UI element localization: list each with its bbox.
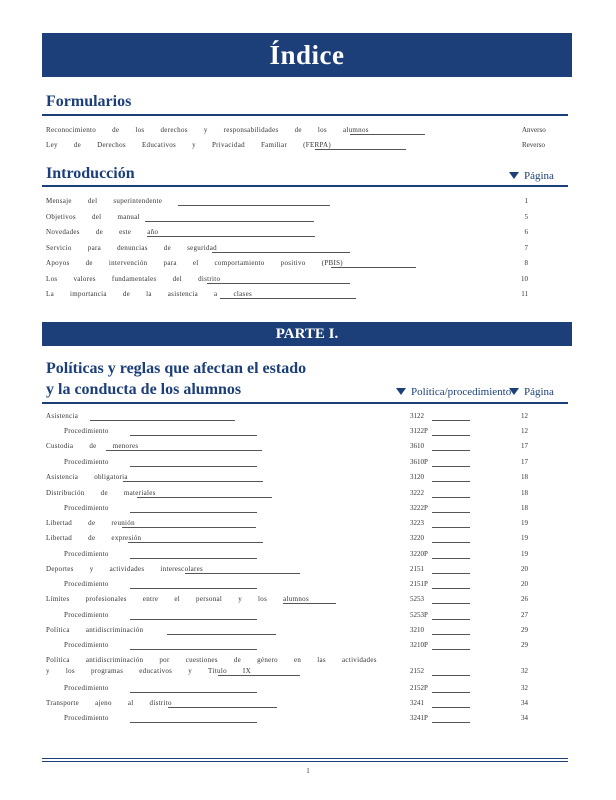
leader-line (218, 675, 300, 676)
leader-line (185, 573, 300, 574)
page-number-entry: 29 (521, 641, 528, 649)
code-leader-line (432, 634, 470, 635)
entry-label: Libertad de reunión (46, 519, 135, 527)
leader-line (167, 634, 276, 635)
policy-code: 3220 (410, 534, 424, 542)
policy-code: 2151P (410, 580, 428, 588)
page-number-entry: 20 (521, 580, 528, 588)
code-leader-line (432, 588, 470, 589)
page-number-entry: 26 (521, 595, 528, 603)
code-leader-line (432, 558, 470, 559)
code-leader-line (432, 542, 470, 543)
policy-code: 2152 (410, 667, 424, 675)
page-number-entry: 19 (521, 534, 528, 542)
policy-code: 3220P (410, 550, 428, 558)
toc-row (0, 257, 616, 269)
entry-label: Objetivos del manual (46, 212, 140, 221)
page-number-entry: 19 (521, 519, 528, 527)
policy-code: 3241 (410, 699, 424, 707)
entry-label: Apoyos de intervención para el comportamiento positivo (PBIS) (46, 259, 343, 267)
procedure-label: Procedimiento (64, 580, 109, 588)
page-number-entry: 27 (521, 611, 528, 619)
policy-code: 3223 (410, 519, 424, 527)
page-number-entry: 18 (521, 473, 528, 481)
toc-row (0, 471, 616, 483)
section-heading-line2: y la conducta de los alumnos (46, 381, 242, 398)
leader-line (122, 527, 256, 528)
code-leader-line (432, 527, 470, 528)
leader-line (178, 205, 330, 206)
policy-code: 2152P (410, 684, 428, 692)
entry-label: Custodia de menores (46, 442, 139, 450)
page-column-header (509, 169, 554, 183)
page-column-label: Página (524, 170, 554, 182)
leader-line (130, 722, 257, 723)
toc-row (0, 288, 616, 300)
triangle-down-icon (396, 388, 406, 395)
entry-label: Asistencia (46, 412, 79, 420)
toc-row (0, 502, 616, 514)
toc-row (0, 456, 616, 468)
page-number-entry: 6 (524, 228, 528, 236)
page-number-entry: 12 (521, 412, 528, 420)
toc-row (0, 226, 616, 238)
toc-row (0, 139, 616, 151)
leader-line (130, 558, 257, 559)
toc-row (0, 517, 616, 529)
entry-label: Política antidiscriminación (46, 626, 144, 634)
leader-line (137, 497, 272, 498)
page-number-entry: 12 (521, 427, 528, 435)
toc-row (0, 425, 616, 437)
page-number-entry: 7 (524, 243, 528, 252)
code-leader-line (432, 435, 470, 436)
footer-rule (42, 761, 568, 762)
toc-row (0, 682, 616, 694)
toc-row (0, 654, 616, 678)
leader-line (283, 603, 336, 604)
policy-code: 3222P (410, 504, 428, 512)
entry-label-line2: y los programas educativos y Título IX (46, 667, 251, 675)
code-leader-line (432, 573, 470, 574)
code-leader-line (432, 675, 470, 676)
policy-code: 3210P (410, 641, 428, 649)
page-number-entry: 32 (521, 684, 528, 692)
entry-label: Distribución de materiales (46, 489, 156, 497)
entry-label: Novedades de este año (46, 228, 159, 236)
entry-label: Asistencia obligatoria (46, 473, 128, 481)
leader-line (145, 221, 314, 222)
policy-code: 5253P (410, 611, 428, 619)
page-number-entry: 18 (521, 489, 528, 497)
page-number-entry: 17 (521, 442, 528, 450)
leader-line (220, 298, 356, 299)
entry-label: Mensaje del superintendente (46, 197, 163, 205)
policy-code: 3210 (410, 626, 424, 634)
leader-line (106, 450, 262, 451)
leader-line (128, 542, 263, 543)
page-number-entry: 34 (521, 699, 528, 707)
leader-line (147, 236, 315, 237)
leader-line (130, 619, 257, 620)
toc-row (0, 487, 616, 499)
policy-code: 3120 (410, 473, 424, 481)
leader-line (331, 267, 416, 268)
entry-label: La importancia de la asistencia a clases (46, 290, 253, 298)
toc-row (0, 548, 616, 560)
policy-code: 3241P (410, 714, 428, 722)
triangle-down-icon (509, 388, 519, 395)
procedure-label: Procedimiento (64, 641, 109, 649)
code-leader-line (432, 707, 470, 708)
toc-row (0, 609, 616, 621)
leader-line (350, 134, 425, 135)
code-leader-line (432, 649, 470, 650)
policy-code: 3122 (410, 412, 424, 420)
page-number-entry: 34 (521, 714, 528, 722)
page-number-entry: Anverso (522, 126, 546, 134)
toc-row (0, 211, 616, 223)
procedure-label: Procedimiento (64, 504, 109, 512)
policy-code: 3122P (410, 427, 428, 435)
page-number-entry: 1 (524, 197, 528, 205)
leader-line (130, 649, 257, 650)
leader-line (207, 283, 350, 284)
code-leader-line (432, 692, 470, 693)
section-rule (42, 114, 568, 116)
toc-row (0, 124, 616, 136)
procedure-label: Procedimiento (64, 458, 109, 466)
leader-line (212, 252, 350, 253)
entry-label: Deportes y actividades interescolares (46, 565, 204, 573)
procedure-label: Procedimiento (64, 427, 109, 435)
page-column-label: Página (524, 386, 554, 398)
code-leader-line (432, 450, 470, 451)
page-number-entry: 32 (521, 667, 528, 675)
policy-code: 2151 (410, 565, 424, 573)
code-leader-line (432, 619, 470, 620)
toc-row (0, 712, 616, 724)
triangle-down-icon (509, 172, 519, 179)
leader-line (123, 481, 263, 482)
entry-label: Servicio para denuncias de seguridad (46, 243, 217, 252)
entry-label: Reconocimiento de los derechos y responsabilidades de los alumnos (46, 126, 369, 134)
page-number-entry: 8 (524, 259, 528, 267)
page-number: 1 (306, 767, 310, 775)
toc-row (0, 410, 616, 422)
code-leader-line (432, 481, 470, 482)
toc-row (0, 624, 616, 636)
toc-row (0, 532, 616, 544)
part-banner: PARTE I. (42, 322, 572, 346)
procedure-label: Procedimiento (64, 611, 109, 619)
procedure-label: Procedimiento (64, 714, 109, 722)
page-number-entry: 10 (521, 274, 528, 283)
toc-row (0, 639, 616, 651)
toc-row (0, 195, 616, 207)
code-leader-line (432, 466, 470, 467)
entry-label: Ley de Derechos Educativos y Privacidad Familiar (FERPA) (46, 141, 332, 149)
page-number-entry: Reverso (522, 141, 545, 149)
page-number-entry: 19 (521, 550, 528, 558)
page-number-entry: 11 (521, 290, 528, 298)
leader-line (130, 466, 257, 467)
footer-rule (42, 758, 568, 759)
procedure-label: Procedimiento (64, 550, 109, 558)
policy-column-label: Política/procedimiento (411, 386, 512, 398)
leader-line (90, 420, 235, 421)
toc-row (0, 440, 616, 452)
policy-code: 5253 (410, 595, 424, 603)
leader-line (315, 149, 406, 150)
code-leader-line (432, 497, 470, 498)
page-number-entry: 29 (521, 626, 528, 634)
page-number-entry: 17 (521, 458, 528, 466)
policy-code: 3610 (410, 442, 424, 450)
policy-code: 3610P (410, 458, 428, 466)
code-leader-line (432, 420, 470, 421)
page-number-entry: 18 (521, 504, 528, 512)
leader-line (130, 435, 257, 436)
code-leader-line (432, 512, 470, 513)
toc-row (0, 273, 616, 285)
section-rule (42, 402, 568, 404)
policy-code: 3222 (410, 489, 424, 497)
leader-line (130, 692, 257, 693)
procedure-label: Procedimiento (64, 684, 109, 692)
section-heading-introduccion: Introducción (46, 165, 135, 182)
leader-line (168, 707, 277, 708)
page-title: Índice (42, 33, 572, 77)
section-heading-formularios: Formularios (46, 93, 132, 110)
toc-row (0, 697, 616, 709)
page-number-entry: 20 (521, 565, 528, 573)
page-column-header (509, 385, 554, 399)
entry-label: Libertad de expresión (46, 534, 142, 542)
policy-column-header (396, 385, 511, 399)
toc-row (0, 593, 616, 605)
entry-label: Política antidiscriminación por cuestiones de género en las actividades (46, 656, 377, 664)
section-heading-line1: Políticas y reglas que afectan el estado (46, 360, 307, 377)
entry-label: Transporte ajeno al distrito (46, 699, 172, 707)
code-leader-line (432, 722, 470, 723)
page-number-entry: 5 (524, 212, 528, 221)
entry-label: Límites profesionales entre el personal y los alumnos (46, 595, 310, 603)
leader-line (130, 512, 257, 513)
leader-line (130, 588, 257, 589)
code-leader-line (432, 603, 470, 604)
section-rule (42, 185, 568, 187)
toc-row (0, 242, 616, 254)
entry-label: Los valores fundamentales del distrito (46, 274, 221, 283)
toc-row (0, 578, 616, 590)
toc-row (0, 563, 616, 575)
